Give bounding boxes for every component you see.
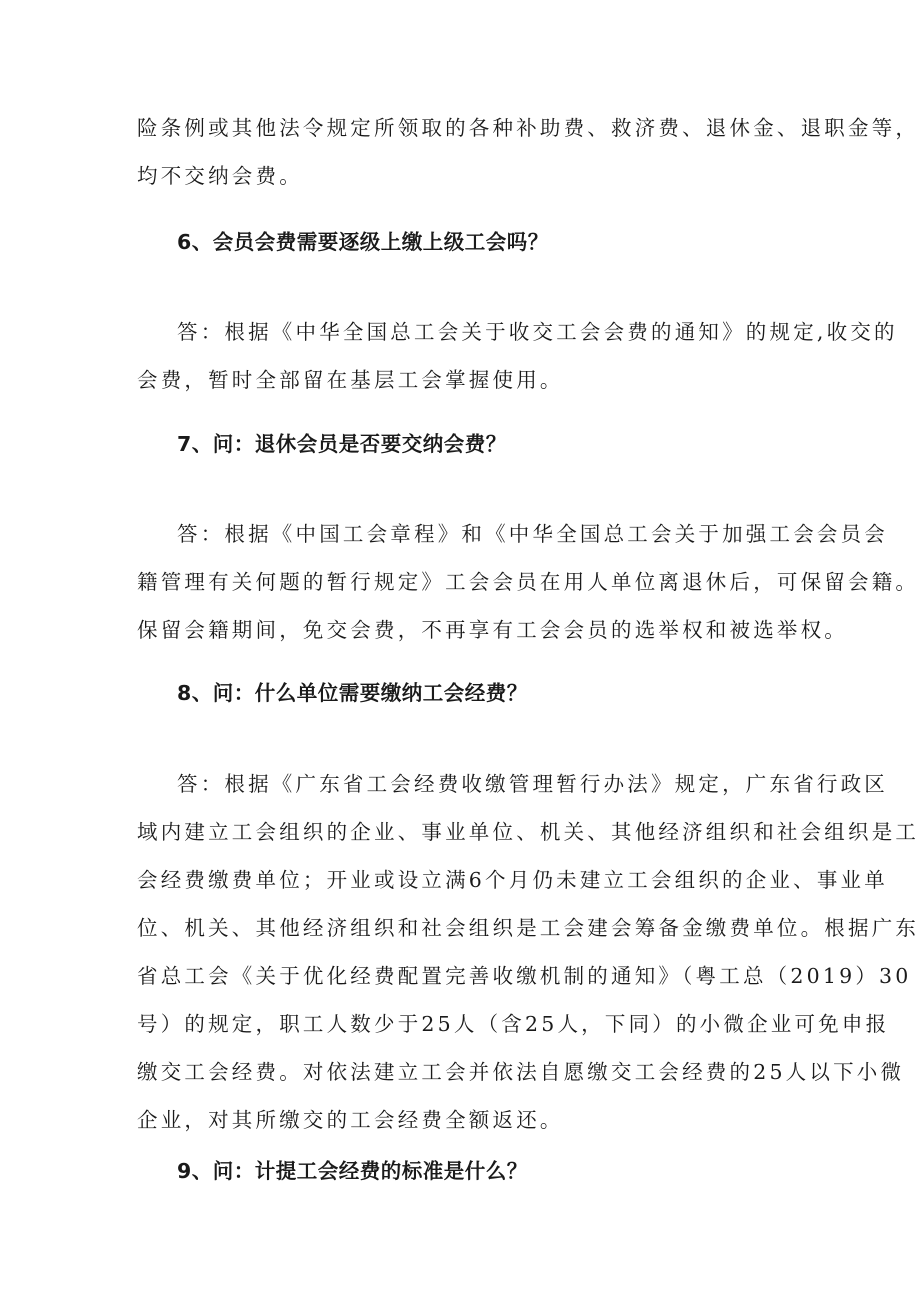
text-line: 省总工会《关于优化经费配置完善收缴机制的通知》（粤工总（2019）30	[137, 964, 912, 988]
text-line: 域内建立工会组织的企业、事业单位、机关、其他经济组织和社会组织是工	[137, 820, 920, 844]
question-heading-6: 6、会员会费需要逐级上缴上级工会吗？	[177, 230, 549, 254]
answer-paragraph-6	[137, 308, 898, 404]
text-line: 会费，暂时全部留在基层工会掌握使用。	[137, 368, 564, 392]
text-line: 险条例或其他法令规定所领取的各种补助费、救济费、退休金、退职金等，	[137, 116, 920, 140]
text-line: 缴交工会经费。对依法建立工会并依法自愿缴交工会经费的25人以下小微	[137, 1060, 905, 1084]
question-heading-7: 7、问：退休会员是否要交纳会费？	[177, 432, 507, 456]
answer-paragraph-8	[137, 760, 920, 1144]
text-line: 籍管理有关何题的暂行规定》工会会员在用人单位离退休后，可保留会籍。	[137, 570, 920, 594]
text-line: 答：根据《广东省工会经费收缴管理暂行办法》规定，广东省行政区	[177, 772, 888, 796]
text-line: 均不交纳会费。	[137, 164, 303, 188]
text-line: 会经费缴费单位；开业或设立满6个月仍未建立工会组织的企业、事业单	[137, 868, 888, 892]
text-line: 保留会籍期间，免交会费，不再享有工会会员的选举权和被选举权。	[137, 618, 848, 642]
text-line: 答：根据《中华全国总工会关于收交工会会费的通知》的规定,收交的	[177, 320, 898, 344]
text-line: 答：根据《中国工会章程》和《中华全国总工会关于加强工会会员会	[177, 522, 888, 546]
text-line: 位、机关、其他经济组织和社会组织是工会建会筹备金缴费单位。根据广东	[137, 916, 920, 940]
paragraph-exempt-income	[137, 104, 920, 200]
text-line: 企业，对其所缴交的工会经费全额返还。	[137, 1108, 564, 1132]
answer-paragraph-7	[137, 510, 920, 654]
question-heading-8: 8、问：什么单位需要缴纳工会经费？	[177, 681, 528, 705]
text-line: 号）的规定，职工人数少于25人（含25人，下同）的小微企业可免申报	[137, 1012, 890, 1036]
question-heading-9: 9、问：计提工会经费的标准是什么？	[177, 1159, 528, 1183]
